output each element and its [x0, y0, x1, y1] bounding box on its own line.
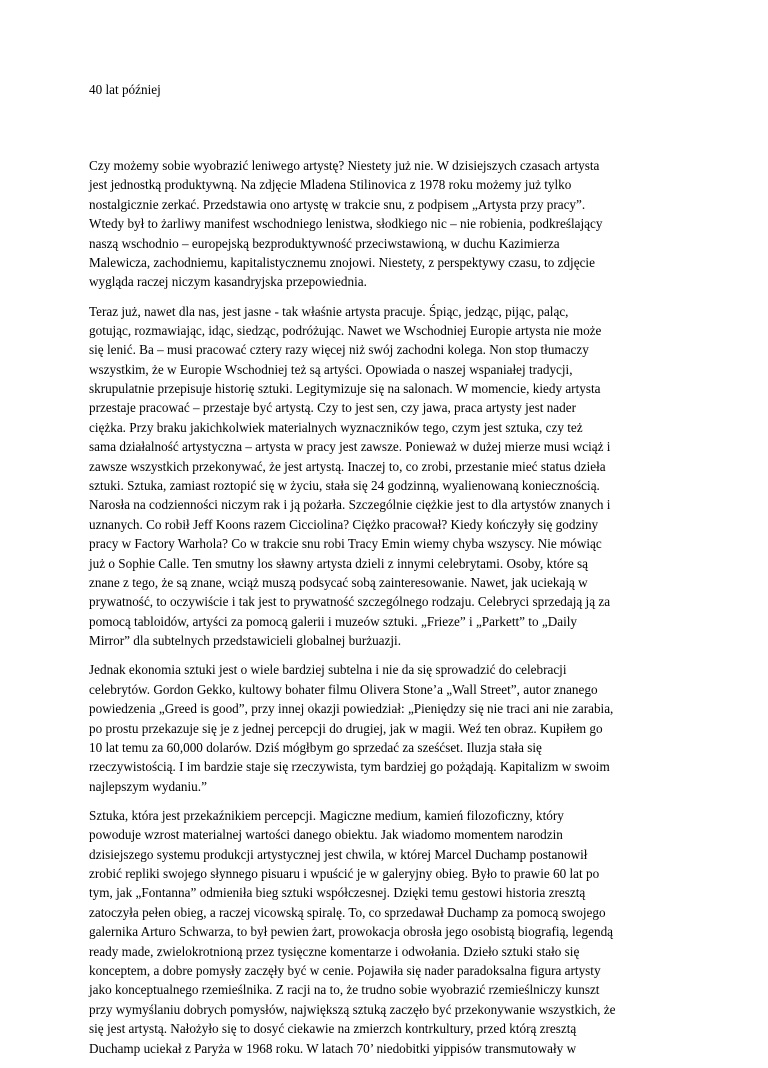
text-line: pracy w Factory Warhola? Co w trakcie snu robi Tracy Emin wiemy chyba wszyscy. Nie mówiąc	[89, 536, 602, 552]
document-body	[89, 156, 689, 1068]
text-line: Czy możemy sobie wyobrazić leniwego artystę? Niestety już nie. W dzisiejszych czasach artysta	[89, 158, 600, 173]
paragraph	[89, 660, 689, 796]
text-line: wygląda raczej niczym kasandryjska przepowiednia.	[89, 274, 367, 290]
text-line: nostalgicznie zerkać. Przedstawia ono artystę w trakcie snu, z podpisem „Artysta przy pracy”.	[89, 196, 586, 212]
paragraph	[89, 302, 689, 651]
text-line: Jednak ekonomia sztuki jest o wiele bardziej subtelna i nie da się sprowadzić do celebracji	[89, 662, 567, 678]
text-line: konceptem, a dobre pomysły zaczęły być w cenie. Pojawiła się nader paradoksalna figura artysty	[89, 963, 601, 979]
text-line: jako konceptualnego rzemieślnika. Z racji na to, że trudno sobie wyobrazić rzemieślniczy kunszt	[89, 982, 600, 998]
text-line: sama działalność artystyczna – artysta w pracy jest zawsze. Ponieważ w dużej mierze musi wciąż i	[89, 439, 611, 455]
text-line: Wtedy był to żarliwy manifest wschodniego lenistwa, słodkiego nic – nie robienia, podkreślający	[89, 216, 603, 232]
text-line: powiedzenia „Greed is good”, przy innej okazji powiedział: „Pieniędzy się nie traci ani nie zarabia,	[89, 701, 614, 717]
text-line: się lenić. Ba – musi pracować cztery razy więcej niż swój zachodni kolega. Non stop tłumaczy	[89, 342, 589, 358]
text-line: Narosła na codzienności niczym rak i ją pożarła. Szczególnie ciężkie jest to dla artystów znanych i	[89, 497, 611, 513]
text-line: celebrytów. Gordon Gekko, kultowy bohater filmu Olivera Stone’a „Wall Street”, autor znanego	[89, 681, 598, 697]
text-line: powoduje wzrost materialnej wartości danego obiektu. Jak wiadomo momentem narodzin	[89, 827, 563, 843]
paragraph	[89, 806, 689, 1058]
text-line: Malewicza, zachodniemu, kapitalistycznemu znojowi. Niestety, z perspektywy czasu, to zdjęcie	[89, 254, 595, 270]
text-line: rzeczywistością. I im bardzie staje się rzeczywista, tym bardziej go pożądają. Kapitalizm w swoim	[89, 759, 610, 775]
text-line: prywatność, to oczywiście i tak jest to prywatność szczególnego rodzaju. Celebryci sprzedają ją za	[89, 594, 611, 610]
text-line: jest jednostką produktywną. Na zdjęcie Mladena Stilinovica z 1978 roku możemy już tylko	[89, 177, 572, 193]
text-line: Teraz już, nawet dla nas, jest jasne - tak właśnie artysta pracuje. Śpiąc, jedząc, pijąc, paląc,	[89, 303, 569, 319]
text-line: Duchamp uciekał z Paryża w 1968 roku. W latach 70’ niedobitki yippisów transmutowały w	[89, 1040, 577, 1056]
text-line: zrobić repliki swojego słynnego pisuaru i wpuścić je w galeryjny obieg. Było to prawie 60 lat po	[89, 866, 600, 882]
text-line: naszą wschodnio – europejską bezproduktywność przeciwstawioną, w duchu Kazimierza	[89, 235, 560, 251]
text-line: pomocą tabloidów, artyści za pomocą galerii i muzeów sztuki. „Frieze” i „Parkett” to „Daily	[89, 613, 578, 629]
text-line: tym, jak „Fontanna” odmieniła bieg sztuki współczesnej. Dzięki temu gestowi historia zresztą	[89, 885, 586, 901]
paragraph	[89, 156, 689, 292]
text-line: już o Sophie Calle. Ten smutny los sławny artysta dzieli z innymi celebrytami. Osoby, które są	[89, 555, 589, 571]
text-line: przestaje pracować – przestaje być artystą. Czy to jest sen, czy jawa, praca artysty jest nader	[89, 400, 576, 416]
text-line: sztuki. Sztuka, zamiast roztopić się w życiu, stała się 24 godzinną, wyalienowaną koniecznością.	[89, 478, 600, 494]
text-line: 10 lat temu za 60,000 dolarów. Dziś mógłbym go sprzedać za sześćset. Iluzja stała się	[89, 739, 542, 755]
text-line: po prostu przekazuje się je z jednej percepcji do drugiej, jak w magii. Weź ten obraz. Kupiłem go	[89, 720, 603, 736]
text-line: ciężka. Przy braku jakichkolwiek materialnych wyznaczników tego, czym jest sztuka, czy też	[89, 419, 583, 435]
text-line: Sztuka, która jest przekaźnikiem percepcji. Magiczne medium, kamień filozoficzny, który	[89, 807, 564, 823]
text-line: ready made, zwielokrotnioną przez tysięczne komentarze i odwołania. Dzieło sztuki stało się	[89, 943, 580, 959]
document-title: 40 lat później	[89, 82, 161, 97]
text-line: galernika Arturo Schwarza, to był pewien żart, prowokacja obrosła jego osobistą biografią, legendą	[89, 924, 614, 940]
text-line: zatoczyła pełen obieg, a raczej vicowską spiralę. To, co sprzedawał Duchamp za pomocą swojego	[89, 904, 606, 920]
text-line: gotując, rozmawiając, idąc, siedząc, podróżując. Nawet we Wschodniej Europie artysta nie może	[89, 322, 602, 338]
text-line: dzisiejszego systemu produkcji artystycznej jest chwila, w której Marcel Duchamp postanowił	[89, 846, 588, 862]
text-line: uznanych. Co robił Jeff Koons razem Cicciolina? Ciężko pracował? Kiedy kończyły się godziny	[89, 516, 599, 532]
text-line: znane z tego, że są znane, wciąż muszą podsycać sobą zainteresowanie. Nawet, jak uciekają w	[89, 575, 588, 590]
text-line: Mirror” dla subtelnych przedstawicieli globalnej burżuazji.	[89, 633, 401, 649]
text-line: wszystkim, że w Europie Wschodniej też są artyści. Opowiada o naszej wspaniałej tradycji,	[89, 361, 573, 377]
text-line: najlepszym wydaniu.”	[89, 778, 207, 794]
text-line: zawsze wszystkich przekonywać, że jest artystą. Inaczej to, co zrobi, przestanie mieć status dzieła	[89, 458, 606, 474]
text-line: się jest artystą. Nałożyło się to dosyć ciekawie na zmierzch kontrkultury, przed którą zresztą	[89, 1021, 577, 1037]
text-line: przy wymyślaniu dobrych pomysłów, największą sztuką zaczęło być przekonywanie wszystkich, że	[89, 1001, 616, 1017]
text-line: skrupulatnie przepisuje historię sztuki. Legitymizuje się na salonach. W momencie, kiedy artysta	[89, 381, 601, 397]
